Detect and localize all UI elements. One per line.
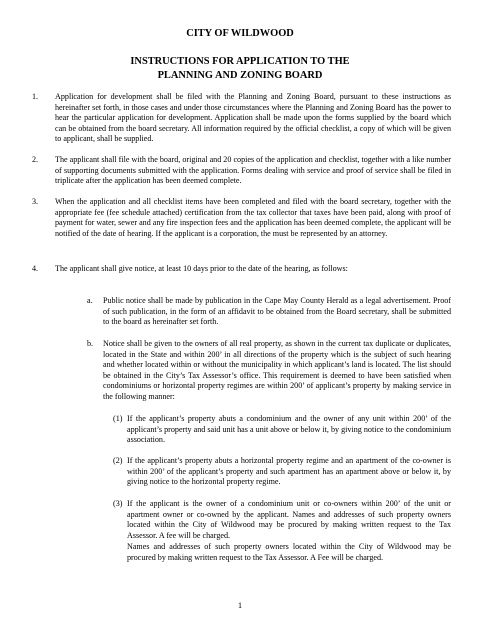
item-paragraph: When the application and all checklist items have been completed and filed with the board secretary, together with the appropriate fee (fee schedule attached) certification from the tax collector that taxes have been paid, along with proof of payment for water, sewer and any fire inspection fees and the application has been deemed complete, the applicant will be notified of the date of hearing. If the applicant is a corporation, the must be represented by an attorney. (55, 197, 451, 238)
item-paragraph: The applicant shall give notice, at least 10 days prior to the date of the hearing, as follows: (55, 264, 348, 273)
clause-number: (3) (113, 499, 123, 508)
item-number: 1. (32, 92, 39, 101)
subitem-paragraph: Notice shall be given to the owners of all real property, as shown in the current tax duplicate or duplicates, located in the State and within 200’ in all directions of the property which is the subject of such hearing and whether located within or without the municipality in which applicant’s land is located. The list should be obtained in the City’s Tax Assessor’s office. This requirement is deemed to have been satisfied when condominiums or horizontal property regimes are within 200’ of applicant’s property by making service in the following manner: (103, 339, 451, 401)
clause-number: (1) (113, 414, 123, 423)
subitem-paragraph: Public notice shall be made by publication in the Cape May County Herald as a legal advertisement. Proof of such publication, in the form of an affidavit to be obtained from the Board secretary, shall be submitted to the board as hereinafter set forth. (103, 296, 451, 327)
subitem-letter: a. (87, 296, 93, 305)
city-heading: CITY OF WILDWOOD (186, 28, 294, 39)
clause-number: (2) (113, 456, 123, 465)
clause-paragraph: If the applicant’s property abuts a condominium and the owner of any unit within 200’ of the applicant’s property and said unit has a unit above or below it, by giving notice to the condominium association. (127, 414, 451, 445)
item-number: 2. (32, 155, 39, 164)
clause-paragraph-continued: Names and addresses of such property owners located within the City of Wildwood may be procured by making written request to the Tax Assessor. A Fee will be charged. (127, 542, 451, 562)
item-paragraph: Application for development shall be filed with the Planning and Zoning Board, pursuant to these instructions as hereinafter set forth, in those cases and under those circumstances where the Planning and Zoning Board has the power to hear the particular application for development. Application shall be made upon the forms supplied by the board which can be obtained from the board secretary. All information required by the official checklist, a copy of which will be given to applicant, shall be supplied. (55, 92, 451, 144)
title-line-1: INSTRUCTIONS FOR APPLICATION TO THE (130, 56, 350, 67)
clause-paragraph: If the applicant is the owner of a condominium unit or co-owners within 200’ of the unit or apartment owner or co-owned by the applicant. Names and addresses of such property owners located within the City of Wildwood may be procured by making written request to the Tax Assessor. A fee will be charged. (127, 499, 451, 540)
subitem-letter: b. (87, 339, 94, 348)
item-number: 3. (32, 197, 39, 206)
clause-paragraph: If the applicant’s property abuts a horizontal property regime and an apartment of the co-owner is within 200’ of the applicant’s property and such apartment has an apartment above or below it, by giving notice to the horizontal property regime. (127, 456, 451, 487)
title-line-2: PLANNING AND ZONING BOARD (157, 70, 323, 81)
page-number: 1 (237, 600, 243, 610)
item-paragraph: The applicant shall file with the board, original and 20 copies of the application and checklist, together with a like number of supporting documents submitted with the application. Forms dealing with service and proof of service shall be filed in triplicate after the application has been deemed complete. (55, 155, 451, 186)
item-number: 4. (32, 264, 39, 273)
